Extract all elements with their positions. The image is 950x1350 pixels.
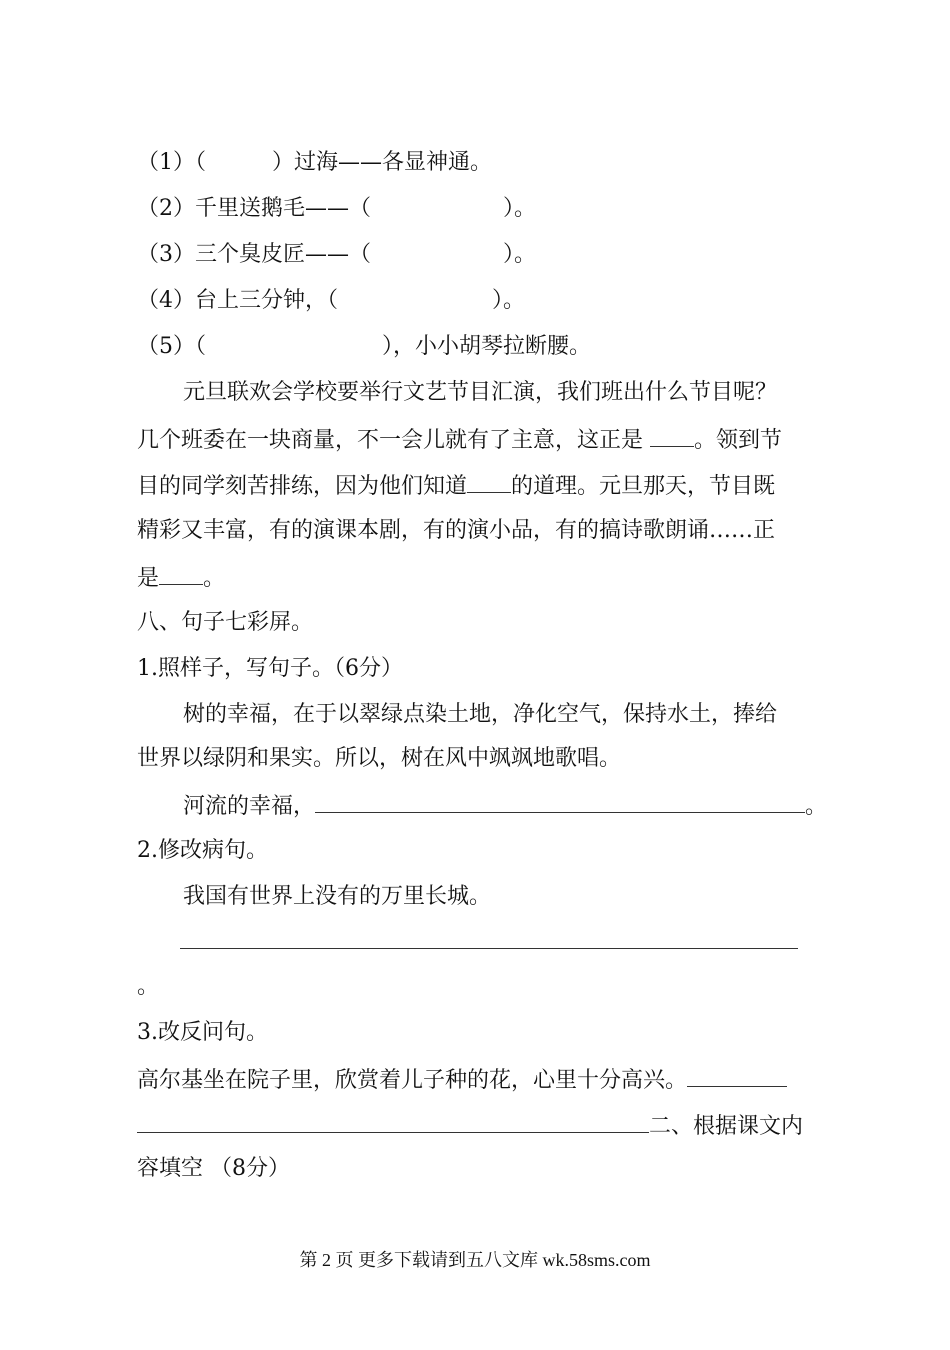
- next-section-title-cont: 容填空 （8分）: [137, 1156, 290, 1181]
- question-1-title: 1.照样子，写句子。（6分）: [137, 656, 403, 681]
- question-3-sentence: [137, 1064, 787, 1096]
- idiom-3: （3）三个臭皮匠——（ ）。: [137, 242, 536, 267]
- answer-line: [180, 948, 798, 949]
- sentence-text: 高尔基坐在院子里，欣赏着儿子种的花，心里十分高兴。: [137, 1068, 688, 1093]
- period: 。: [137, 974, 160, 999]
- answer-blank: [315, 790, 805, 813]
- idiom-2: （2）千里送鹅毛——（ ）。: [137, 196, 536, 221]
- section-title: 八、句子七彩屏。: [137, 610, 314, 635]
- example-line-1: 树的幸福，在于以翠绿点染土地，净化空气，保持水土，捧给: [183, 702, 778, 727]
- passage-text: 。: [203, 566, 226, 591]
- blank-3: [159, 562, 203, 585]
- passage-text: 。领到节: [694, 428, 783, 453]
- passage-text: 几个班委在一块商量，不一会儿就有了主意，这正是: [137, 428, 650, 453]
- passage-text: 的道理。元旦那天，节目既: [511, 474, 776, 499]
- idiom-5: （5）（ ），小小胡琴拉断腰。: [137, 334, 591, 359]
- example-line-2: 世界以绿阴和果实。所以，树在风中飒飒地歌唱。: [137, 746, 622, 771]
- answer-continuation: [137, 1110, 803, 1142]
- idiom-4: （4）台上三分钟，（ ）。: [137, 288, 525, 313]
- faulty-sentence: 我国有世界上没有的万里长城。: [183, 884, 492, 909]
- passage-line-2: [137, 424, 782, 456]
- passage-line-4: 精彩又丰富，有的演课本剧，有的演小品，有的搞诗歌朗诵……正: [137, 518, 776, 543]
- question-2-title: 2.修改病句。: [137, 838, 268, 863]
- passage-line-1: 元旦联欢会学校要举行文艺节目汇演，我们班出什么节目呢？: [183, 380, 778, 405]
- question-3-title: 3.改反问句。: [137, 1020, 268, 1045]
- passage-text: 是: [137, 566, 160, 591]
- next-section-title: 二、根据课文内: [649, 1114, 804, 1139]
- answer-blank: [687, 1064, 787, 1087]
- idiom-1: （1）（ ）过海——各显神通。: [137, 150, 492, 175]
- answer-prompt: [183, 790, 827, 822]
- period: 。: [805, 794, 828, 819]
- prompt-text: 河流的幸福，: [183, 794, 316, 819]
- answer-blank: [137, 1110, 649, 1133]
- blank-1: [650, 424, 694, 447]
- blank-2: [467, 470, 511, 493]
- page-footer: 第 2 页 更多下载请到五八文库 wk.58sms.com: [299, 1250, 651, 1270]
- passage-text: 目的同学刻苦排练，因为他们知道: [137, 474, 468, 499]
- passage-line-5: [137, 562, 225, 594]
- passage-line-3: [137, 470, 775, 502]
